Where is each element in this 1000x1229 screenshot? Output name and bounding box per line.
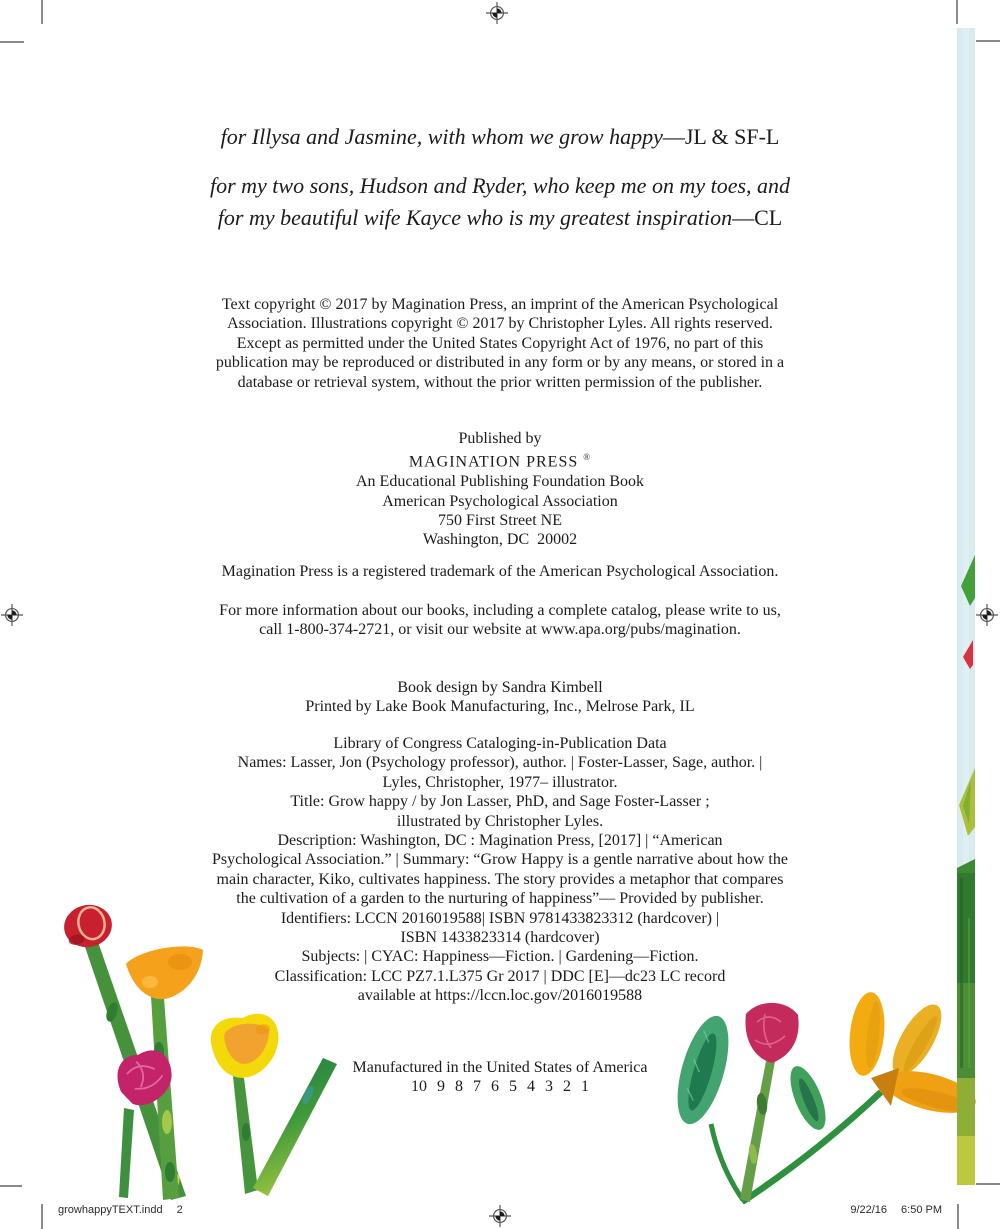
text-line: Classification: LCC PZ7.1.L375 Gr 2017 | DDC [E]—dc23 LC record xyxy=(274,967,726,985)
text-line: main character, Kiko, cultivates happiness. The story provides a metaphor that compares xyxy=(216,870,784,888)
footer-filename: growhappyTEXT.indd xyxy=(58,1204,163,1216)
trademark-statement xyxy=(150,562,850,581)
text-line: the cultivation of a garden to the nurturing of happiness”— Provided by publisher. xyxy=(236,890,764,908)
text-line: American Psychological Association xyxy=(382,492,618,510)
dedication-line xyxy=(150,170,850,202)
text-line: Except as permitted under the United States Copyright Act of 1976, no part of this xyxy=(236,334,764,352)
registration-mark-icon xyxy=(489,1205,511,1227)
text-line: Washington, DC 20002 xyxy=(422,531,578,549)
text-line: call 1-800-374-2721, or visit our website at www.apa.org/pubs/magination. xyxy=(259,621,741,639)
crop-mark xyxy=(0,41,24,43)
dedication-text: for my two sons, Hudson and Ryder, who keep me on my toes, and xyxy=(209,173,791,198)
dedication-text: for Illysa and Jasmine, with whom we grow happy xyxy=(220,124,663,149)
dedication-initials: —JL & SF-L xyxy=(662,124,780,149)
publisher-name-text: MAGINATION PRESS xyxy=(408,453,579,471)
footer-timestamp-slug xyxy=(850,1204,942,1216)
text-line: publication may be reproduced or distributed in any form or by any means, or stored in a xyxy=(215,354,785,372)
text-line: Magination Press is a registered trademark of the American Psychological Association. xyxy=(221,563,779,580)
text-line: available at https://lccn.loc.gov/2016019588 xyxy=(357,987,643,1005)
crop-mark xyxy=(0,1185,22,1187)
registered-trademark-symbol: ® xyxy=(583,452,592,463)
text-line: Book design by Sandra Kimbell xyxy=(397,679,603,696)
text-line: For more information about our books, including a complete catalog, please write to us, xyxy=(219,602,781,619)
footer-page-number: 2 xyxy=(176,1204,183,1216)
publisher-name xyxy=(150,448,850,472)
text-line: Title: Grow happy / by Jon Lasser, PhD, and Sage Foster-Lasser ; xyxy=(290,793,710,811)
dedication-initials: —CL xyxy=(732,205,783,230)
text-line: Association. Illustrations copyright © 2017 by Christopher Lyles. All rights reserved. xyxy=(227,315,773,333)
text-line: Subjects: | CYAC: Happiness—Fiction. | Gardening—Fiction. xyxy=(301,948,699,966)
text-line: ISBN 1433823314 (hardcover) xyxy=(400,929,600,947)
text-line: Identifiers: LCCN 2016019588| ISBN 9781433823312 (hardcover) | xyxy=(280,909,720,927)
production-credits xyxy=(150,678,850,717)
flower-illustration-left xyxy=(40,890,340,1200)
text-line: illustrated by Christopher Lyles. xyxy=(396,812,604,830)
text-line: Library of Congress Cataloging-in-Publication Data xyxy=(333,735,667,752)
footer-date: 9/22/16 xyxy=(850,1204,888,1216)
text-line: Psychological Association.” | Summary: “Grow Happy is a gentle narrative about how the xyxy=(212,851,788,869)
crop-mark xyxy=(41,0,43,24)
crop-mark xyxy=(956,0,958,24)
copyright-notice xyxy=(150,295,850,392)
published-by-label: Published by xyxy=(458,430,542,447)
dedication-line xyxy=(150,202,850,234)
text-line: database or retrieval system, without the prior written permission of the publisher. xyxy=(237,373,763,391)
registration-mark-icon xyxy=(976,604,998,626)
text-line: Text copyright © 2017 by Magination Press, an imprint of the American Psychological xyxy=(221,296,779,313)
text-line: Names: Lasser, Jon (Psychology professor), author. | Foster-Lasser, Sage, author. | xyxy=(237,754,763,772)
crop-mark xyxy=(41,1204,43,1229)
dedication-block xyxy=(150,122,850,234)
publisher-block xyxy=(150,429,850,550)
registration-mark-icon xyxy=(1,604,23,626)
registration-mark-icon xyxy=(486,2,508,24)
flower-illustration-right xyxy=(645,992,985,1204)
footer-file-slug xyxy=(58,1204,183,1216)
print-run-numbers: 10 9 8 7 6 5 4 3 2 1 xyxy=(411,1078,589,1096)
text-line: An Educational Publishing Foundation Book xyxy=(356,473,644,491)
manufactured-line: Manufactured in the United States of America xyxy=(352,1059,648,1076)
crop-mark xyxy=(957,1204,959,1229)
contact-info xyxy=(150,601,850,640)
text-line: 750 First Street NE xyxy=(438,511,562,529)
crop-mark xyxy=(976,40,1000,42)
dedication-line xyxy=(150,122,850,152)
footer-time: 6:50 PM xyxy=(901,1204,942,1216)
dedication-text: for my beautiful wife Kayce who is my greatest inspiration xyxy=(217,205,733,230)
facing-page-bleed-strip xyxy=(957,28,975,1185)
text-line: Lyles, Christopher, 1977– illustrator. xyxy=(382,773,618,791)
text-line: Printed by Lake Book Manufacturing, Inc., Melrose Park, IL xyxy=(305,698,695,716)
text-line: Description: Washington, DC : Magination Press, [2017] | “American xyxy=(277,832,723,850)
